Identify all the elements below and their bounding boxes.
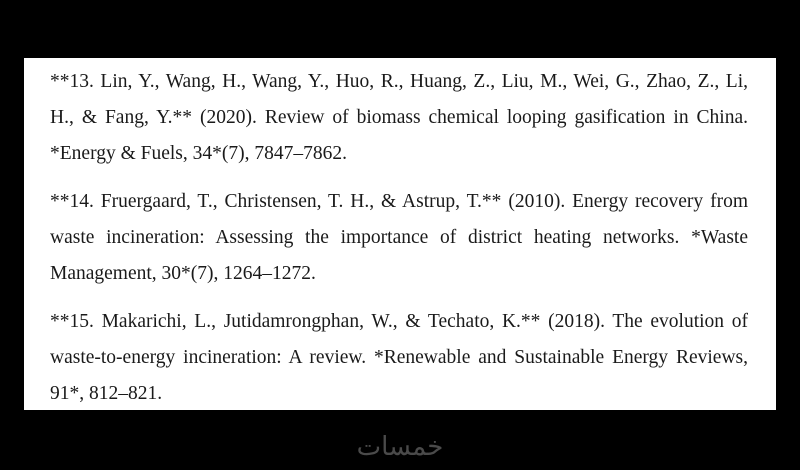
reference-14: **14. Fruergaard, T., Christensen, T. H., & Astrup, T.** (2010). Energy recovery from waste incineration: Assessing the importance of district heating networks. *Waste Management, 30*(7), 1264–1272.: [50, 191, 748, 284]
reference-13: **13. Lin, Y., Wang, H., Wang, Y., Huo, R., Huang, Z., Liu, M., Wei, G., Zhao, Z., Li, H., & Fang, Y.** (2020). Review of biomass chemical looping gasification in China. *Energy & Fuels, 34*(7), 7847–7862.: [50, 71, 748, 164]
site-watermark-logo: خمسات: [356, 432, 444, 462]
document-panel: [24, 58, 776, 410]
reference-15: **15. Makarichi, L., Jutidamrongphan, W., & Techato, K.** (2018). The evolution of waste-to-energy incineration: A review. *Renewable and Sustainable Energy Reviews, 91*, 812–821.: [50, 311, 748, 404]
